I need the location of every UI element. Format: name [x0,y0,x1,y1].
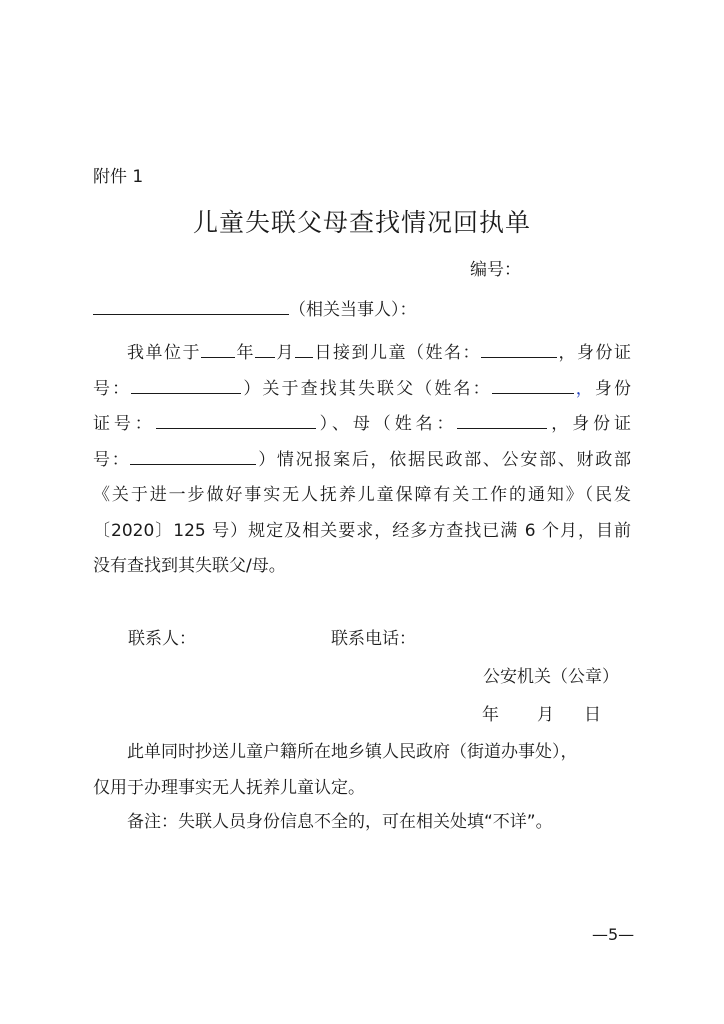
seal-label: 公安机关（公章） [483,667,619,687]
date-day-label: 日 [584,705,601,725]
body-line-7: 没有查找到其失联父/母。 [93,556,286,576]
father-id-blank [156,410,316,429]
body-line-1: 我单位于 年 月 日接到儿童（姓名： ，身份证 [93,336,631,372]
body-line-6: 〔2020〕125 号）规定及相关要求，经多方查找已满 6 个月，目前 [93,520,631,541]
party-name-blank [93,296,289,315]
mother-id-blank [130,446,256,465]
document-title: 儿童失联父母查找情况回执单 [192,208,531,237]
body-line-4: 号： ）情况报案后，依据民政部、公安部、财政部 [93,443,631,479]
year-blank [201,339,235,358]
body-line-5: 《关于进一步做好事实无人抚养儿童保障有关工作的通知》（民发 [93,485,631,505]
serial-number-label: 编号： [470,260,521,280]
contact-person-label: 联系人： [128,629,196,649]
contact-phone-label: 联系电话： [331,629,416,649]
attachment-label: 附件 1 [93,167,144,187]
father-name-blank [492,375,574,394]
child-name-blank [481,339,557,358]
body-line-3: 证号： ）、母（姓名： ，身份证 [93,407,631,443]
salutation-suffix: （相关当事人）： [289,300,417,320]
salutation-line [93,296,417,323]
date-row [482,702,601,728]
month-blank [255,339,275,358]
cc-line-1: 此单同时抄送儿童户籍所在地乡镇人民政府（街道办事处）， [127,742,578,762]
note-text: 备注：失联人员身份信息不全的，可在相关处填“不详”。 [127,812,553,832]
cc-paragraph [93,734,631,806]
date-month-label: 月 [537,705,554,725]
body-line-2: 号： ）关于查找其失联父（姓名： ，身份 [93,372,631,408]
body-paragraph [93,336,631,585]
page-number: —5— [592,925,635,944]
date-year-label: 年 [482,705,499,725]
day-blank [295,339,313,358]
cc-line-2: 仅用于办理事实无人抚养儿童认定。 [93,778,365,798]
mother-name-blank [457,410,547,429]
child-id-blank [131,375,241,394]
